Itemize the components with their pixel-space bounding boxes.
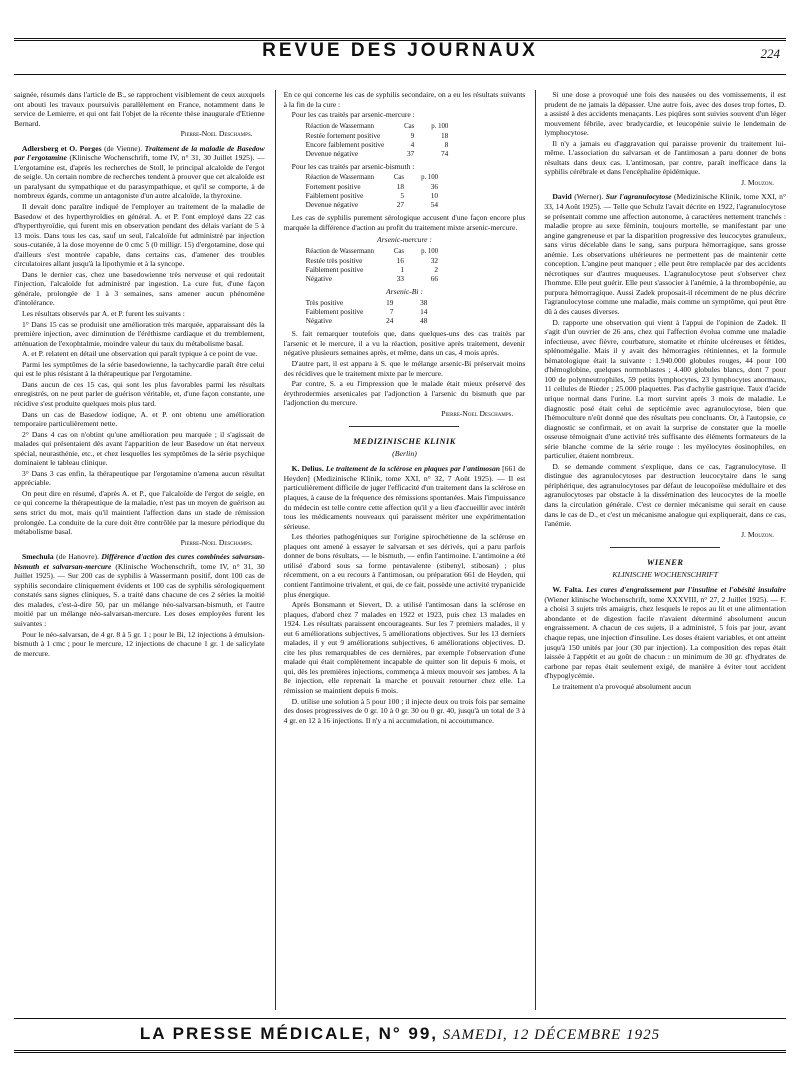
- paragraph: Les cas de syphilis purement sérologique accusent d'une façon encore plus marquée la différence d'action au profit du traitement mixte arsenic-mercure.: [283, 213, 526, 232]
- results-table-sero-arsenic-bi: [302, 298, 432, 325]
- table-cell: 5: [400, 191, 405, 201]
- paragraph: Dans un cas de Basedow iodique, A. et P. ont obtenu une amélioration temporaire particulièrement nette.: [14, 409, 265, 429]
- table-cell: Négative: [305, 273, 332, 283]
- table-cell: 19: [386, 298, 394, 308]
- section-subheading: KLINISCHE WOCHENSCHRIFT: [612, 569, 718, 579]
- table-header-cell: p. 100: [421, 174, 439, 182]
- footer-double-rule: [14, 1050, 786, 1053]
- table-cell: 8: [444, 139, 449, 149]
- section-divider: [610, 547, 720, 548]
- article-smechula: [14, 552, 265, 628]
- table-header-cell: p. 100: [431, 122, 449, 130]
- author: Smechula: [22, 552, 54, 562]
- header-rule: [14, 74, 786, 75]
- table-cell: Faiblement positive: [305, 307, 364, 317]
- paragraph: Après Bonsmann et Sievert, D. a utilisé l'antimosan dans la sclérose en plaques, d'abord chez 7 malades en 1922 et 1923, puis chez 13 malades en 1924. Les résultats paraissent encourageants. Sur les 7 premiers malades, il y eut 6 améliorations subjectives, 5 améliorations objectives. Sur les 13 derniers malades, il y eut 9 améliorations subjectives, 6 améliorations objectives. D. cite les plus remarquables de ces dernières, par exemple l'observation d'une malade qui était complètement incapable de quitter son lit depuis 6 mois, et qui, dès les premières injections, commença à mieux mouvoir ses jambes. A la 8e injection, elle reprenait la marche et pouvait retourner chez elle. La rémission se maintient depuis 6 mois.: [283, 600, 526, 695]
- table-header-cell: Réaction de Wassermann: [305, 247, 375, 255]
- table-cell: 32: [430, 255, 439, 265]
- table-cell: 48: [420, 316, 428, 326]
- table-caption: Arsenic-Bi :: [386, 286, 423, 296]
- paragraph: Les résultats observés par A. et P. furent les suivants :: [22, 309, 185, 319]
- article-columns: [14, 90, 786, 1010]
- table-cell: Devenue négative: [305, 148, 359, 158]
- paragraph: Par contre, S. a eu l'impression que le malade était mieux préservé des érythrodermies arsenicales par l'adjonction à l'arsenic du bismuth que par l'adjonction du mercure.: [283, 379, 526, 408]
- table-cell: 27: [396, 200, 405, 210]
- table-header-cell: Réaction de Wassermann: [305, 174, 375, 182]
- paragraph: Dans le dernier cas, chez une basedowienne très nerveuse et qui redoutait l'injection, l'alcaloïde fut administré par ingestion. La cure fut, d'une façon générale, prolongée de 1 à 3 semaines, sans amener aucun phénomène d'intolérance.: [14, 269, 265, 308]
- paragraph: D. rapporte une observation qui vient à l'appui de l'opinion de Zadek. Il s'agit d'un ouvrier de 26 ans, chez qui l'affection évolua comme une maladie infectieuse, avec fièvre, courbature, stomatite et rhinite ulcéreuses et fétides, splénomégalie. Mais il y avait des hémorragies rétiniennes, et la formule hématologique était la suivante : 1.940.000 globules rouges, 44 pour 100 d'hémoglobine, quelques normoblastes ; 4.400 globules blancs, dont 7 pour 100 de polynneutrophiles, 59 petits lymphocytes, 23 lymphocytes anormaux, 11 cellules de Rieder ; 25.000 plaquettes. Pas d'achylie gastrique. Taux d'acide urique normal dans l'urine. La mort survint après 3 mois de maladie. Le diagnostic posé était celui de septicémie avec agranulocytose, bien que l'hémoculture n'eût donné que des résultats peu concluants. Or, à l'autopsie, ce diagnostic se confirmait, et on avait la surprise de constater que la moelle osseuse témoignait d'une activité très suffisante des éléments formateurs de la série blanche comme de la série rouge : les myélocytes éosinophiles, en particulier, étaient nombreux.: [544, 317, 786, 461]
- article-title: Traitement de la maladie de Basedow par l'ergotamine: [14, 143, 265, 163]
- author-place: (de Vienne).: [101, 143, 145, 153]
- table-cell: 38: [420, 298, 428, 308]
- paragraph: D. utilise une solution à 5 pour 100 ; il injecte deux ou trois fois par semaine des doses progressives de 0 gr. 10 à 0 gr. 30 ou 0 gr. 40, jusqu'à un total de 3 à 4 gr. en 12 à 16 injections. Il n'y a ni accumulation, ni accoutumance.: [283, 696, 526, 725]
- article-body: [661 de Heyden] (Medizinische Klinik, tome XXI, n° 32, 7 Août 1925). — Il est particulièrement difficile de juger l'efficacité d'un traitement dans la sclérose en plaques, à cause de la fréquence des rémissions spontanées. Mais l'impuissance du médecin est telle contre cette affection qu'il y a lieu d'accueillir avec intérêt tous les médicaments nouveaux qui paraissent mériter une expérimentation sérieuse.: [283, 464, 526, 531]
- table-cell: 37: [406, 148, 415, 158]
- article-title: Différence d'action des cures combinées salvarsan-bismuth et salvarsan-mercure: [14, 552, 265, 571]
- author: W. Falta.: [552, 585, 584, 595]
- paragraph: D. se demande comment s'explique, dans ce cas, l'agranulocytose. Il distingue des agranulocytoses par destruction leucocytaire dans le sang périphérique, des agranulocytoses par défaut de leucopoïèse médullaire et des agranulocytoses par obstacle à la dissémination des leucocytes de la moelle dans la circulation générale. C'est ce dernier mécanisme qui serait en cause dans le cas de D., et c'est un mécanisme analogue qui expliquerait, dans ce cas, l'anémie.: [544, 461, 786, 529]
- article-david: [544, 192, 786, 316]
- table-header-cell: Cas: [393, 174, 405, 182]
- table-cell: 33: [396, 273, 405, 283]
- signature: J. Mouzon.: [741, 177, 774, 187]
- article-body: (Wiener klinische Wochenschrift, tome XXXVIII, n° 27, 2 Juillet 1925). — F. a choisi 3 sujets très amaigris, chez lesquels le repos au lit et une alimentation abondante et de digestion facile n'avaient déterminé absolument aucun engraissement. A chacun de ces sujets, il a administré, 5 fois par jour, avant chaque repas, une injection d'insuline. Les doses étaient variables, et ont atteint jusqu'à 150 unités par jour (30 par injection). La composition des repas était laissée à l'appétit et au goût de chacun : un minimum de 30 gr. d'hydrates de carbone par repas était seulement exigé, de manière à éviter tout accident d'hypoglycémie.: [544, 594, 786, 681]
- author: K. Delius.: [291, 464, 324, 474]
- author-place: (de Hanovre).: [53, 552, 102, 562]
- table-cell: Fortement positive: [305, 182, 361, 192]
- footer-date: SAMEDI, 12 DÉCEMBRE 1925: [442, 1027, 661, 1043]
- signature: J. Mouzon.: [741, 529, 774, 539]
- paragraph: D'autre part, il est apparu à S. que le mélange arsenic-Bi préservait moins des récidives que le traitement mixte par le mercure.: [283, 359, 526, 378]
- table-header-cell: p. 100: [421, 247, 439, 255]
- table-cell: 18: [440, 130, 449, 140]
- table-cell: Négative: [305, 316, 332, 326]
- table-cell: 1: [400, 264, 405, 274]
- table-cell: Très positive: [305, 298, 344, 308]
- table-cell: 18: [396, 182, 405, 192]
- page-footer: [0, 1024, 800, 1044]
- table-cell: 74: [440, 148, 449, 158]
- paragraph: saignée, résumés dans l'article de B., se rapprochent visiblement de ceux auxquels ont abouti les travaux poursuivis parallèlement en France, notamment dans le service de Lemierre, et qui ont fait l'objet de la récente thèse inaugurale d'Etienne Bernard.: [14, 90, 265, 128]
- article-title: Le traitement de la sclérose en plaques par l'antimosan: [323, 464, 501, 474]
- page-number: 224: [760, 46, 780, 61]
- table-cell: Devenue négative: [305, 200, 359, 210]
- article-falta: [544, 585, 786, 680]
- paragraph: Pour le néo-salvarsan, de 4 gr. 8 à 5 gr. 1 ; pour le Bi, 12 injections à émulsion-bismuth à 1 cmc ; pour le mercure, 12 injections de chacune 1 gr. 1 de salicylate de mercure.: [14, 629, 265, 658]
- table-cell: 4: [410, 139, 415, 149]
- paragraph: On peut dire en résumé, d'après A. et P., que l'alcaloïde de l'ergot de seigle, en ce qui concerne la thérapeutique de la maladie, n'est pas un moyen de guérison au sens strict du mot, mais qu'il maintient l'affection dans un stade de rémission prolongée. La conduite de la cure doit être contrôlée par la mesure périodique du métabolisme basal.: [14, 488, 265, 537]
- table-caption: Arsenic-mercure :: [377, 235, 432, 245]
- paragraph: S. fait remarquer toutefois que, dans quelques-uns des cas traités par l'arsenic et le mercure, il a vu la réaction, positive après traitement, devenir négative plusieurs semaines après, et même, dans un cas, 4 mois après.: [283, 329, 526, 358]
- table-cell: 10: [430, 191, 439, 201]
- author-place: (Werner).: [571, 192, 606, 202]
- table-cell: 14: [420, 307, 428, 317]
- article-body: (Klinische Wochenschrift, tome IV, n° 31, 30 Juillet 1925). — Sur 200 cas de syphilis à Wassermann positif, dont 100 cas de syphilis secondaire cliniquement évidents et 100 cas de syphilis sérologiquement constatés sans signes cliniques, S. a traité dans chacune de ces 2 séries la moitié des malades, c'est-à-dire 50, par un mélange néo-salvarsan-bismuth, et l'autre moitié par un mélange néo-salvarsan-mercure. Les doses employées furent les suivantes :: [14, 561, 265, 628]
- paragraph: 2° Dans 4 cas on n'obtint qu'une amélioration peu marquée ; il s'agissait de malades qui présentaient dès avant l'apparition de leur Basedow un état nerveux spécial, neurasthénie, etc., et chez lesquelles les symptômes de la série psychique dominaient le tableau clinique.: [14, 429, 265, 468]
- results-table-arsenic-mercure: [302, 122, 453, 158]
- results-table-arsenic-bismuth: [302, 173, 442, 209]
- table-caption: Pour les cas traités par arsenic-mercure :: [291, 110, 415, 120]
- paragraph: En ce qui concerne les cas de syphilis secondaire, on a eu les résultats suivants à la fin de la cure :: [283, 90, 526, 109]
- column-1: [14, 90, 265, 1010]
- table-cell: 9: [410, 130, 415, 140]
- paragraph: 1° Dans 15 cas se produisit une amélioration très marquée, apparaissant dès la première injection, avec diminution de l'éréthisme cardiaque et du tremblement, atténuation de l'exophtalmie, moindre valeur du taux du métabolisme basal.: [14, 319, 265, 348]
- table-cell: Faiblement positive: [305, 264, 364, 274]
- table-header-cell: Réaction de Wassermann: [305, 122, 375, 130]
- paragraph: Si une dose a provoqué une fois des nausées ou des vomissements, il est prudent de ne jamais la dépasser. Une autre fois, avec des doses trop fortes, D. a assisté à des accidents menaçants. Les piqûres sont suivies souvent d'un léger mouvement fébrile, avec bradycardie, et leucopénie suivie le lendemain de lymphocytose.: [544, 90, 786, 138]
- signature: Pierre-Noel Deschamps.: [180, 129, 253, 139]
- paragraph: A. et P. relatent en détail une observation qui paraît typique à ce point de vue.: [22, 349, 258, 359]
- section-subheading: (Berlin): [392, 448, 417, 458]
- signature: Pierre-Noel Deschamps.: [441, 408, 514, 418]
- article-delius: [284, 464, 526, 531]
- journal-section-title: REVUE DES JOURNAUX: [262, 40, 538, 61]
- article-title: Sur l'agranulocytose: [605, 192, 672, 202]
- table-header-cell: Cas: [393, 247, 405, 255]
- table-cell: Restée fortement positive: [305, 130, 381, 140]
- article-adlersberg: [14, 144, 265, 201]
- paragraph: Il devait donc paraître indiqué de l'employer au traitement de la maladie de Basedow et des hyperthyroïdies en général. A. et P. l'ont employé dans 22 cas d'hyperthyroïdie, qui furent mis en observation pendant des délais variant de 5 à 13 mois. Dans tous les cas, sauf un seul, l'alcaloïde fut administré par injection sous-cutanée, à la dose moyenne de 0 cmc 5 (0 milligr. 15) d'ergotamine, dose qui d'ailleurs s'est montrée capable, dans certains cas, d'amener des troubles circulatoires allant jusqu'à la lipothymie et à la syncope.: [14, 202, 265, 269]
- table-cell: 36: [430, 182, 439, 192]
- paragraph: Le traitement n'a provoqué absolument aucun: [552, 681, 691, 691]
- paragraph: 3° Dans 3 cas enfin, la thérapeutique par l'ergotamine n'amena aucun résultat appréciable.: [14, 468, 265, 488]
- column-2: [275, 90, 526, 1010]
- paragraph: Parmi les symptômes de la série basedowienne, la tachycardie paraît être celui qui est le plus résistant à la thérapeutique par l'ergotamine.: [14, 359, 265, 379]
- paragraph: Dans aucun de ces 15 cas, qui sont les plus favorables parmi les résultats enregistrés, on ne peut parler de guérison véritable, et, d'une façon constante, une récidive s'est produite quelques mois plus tard.: [14, 379, 265, 408]
- table-cell: Encore faiblement positive: [305, 139, 385, 149]
- table-cell: 24: [386, 316, 394, 326]
- footer-journal: LA PRESSE MÉDICALE, N° 99,: [139, 1024, 439, 1043]
- column-3: [535, 90, 786, 1010]
- signature: Pierre-Noel Deschamps.: [180, 537, 253, 547]
- paragraph: Il n'y a jamais eu d'aggravation qui paraisse provenir du traitement lui-même. L'association du salvarsan et de l'antimosan a paru donner de bons résultats dans deux cas. L'antimosan, par contre, paraît inefficace dans la syphilis cérébrale et dans l'encéphalite épidémique.: [544, 138, 786, 177]
- table-cell: Restée très positive: [305, 255, 363, 265]
- table-header-cell: Cas: [404, 122, 415, 130]
- paragraph: Les théories pathogéniques sur l'origine spirochétienne de la sclérose en plaques ont amené à essayer le salvarsan et ses dérivés, qui a paru parfois donner de bons résultats, — le bismuth, — enfin l'antimoine. L'antimoine a été utilisé d'abord sous sa forme pentavalente (stibenyl, stibosan) ; plus récemment, on a eu recours à l'antimosan, ou préparation 661 de Heyden, qui contient l'antimoine trivalent, et qui, de ce fait, possède une activité trypanicide plus énergique.: [283, 532, 526, 599]
- article-body: (Klinische Wochenschrift, tome IV, n° 31, 30 Juillet 1925). — L'ergotamine est, d'après les recherches de Stoll, le principal alcaloïde de l'ergot de seigle. Un certain nombre de recherches tendent à prouver que cet alcaloïde est un paralysant du sympathique et du parasympathique, et qu'il se comporte, à de nombreux égards, comme un antagoniste d'un autre alcaloïde, la thyroxine.: [14, 153, 265, 201]
- section-heading: MEDIZINISCHE KLINIK: [353, 437, 456, 447]
- table-cell: 7: [389, 307, 394, 317]
- article-title: Les cures d'engraissement par l'insuline et l'obésité insulaire: [583, 585, 786, 595]
- article-body: (Medizinische Klinik, tome XXI, n° 33, 14 Août 1925). — Telle que Schulz l'avait décrite en 1922, l'agranulocytose se présentait comme une affection autonome, à caractères nettement tranchés : maladie propre au sexe féminin, toujours mortelle, se manifestant par une angine gangreneuse et par la disparition progressive des leucocytes granuleux, sans virus décelable dans le sang, sans purpura hémorragique, sans grosse anémie. Les observations ultérieures ne permettent pas de maintenir cette conception. L'angine peut manquer ; elle peut être remplacée par des accidents nécrotiques sur d'autres muqueuses. L'agranulocytose peut s'observer chez l'homme. Elle peut guérir. Elle peut s'associer à l'anémie, à la thrombopénie, au purpura hémorragique. Aussi Zadek proposait-il récemment de ne plus décrire l'agranulocytose comme une maladie, mais comme un symptôme, qui peut être dû à des causes diverses.: [544, 192, 786, 317]
- section-heading: WIENER: [646, 558, 684, 568]
- author: David: [552, 192, 572, 202]
- footer-rule: [14, 1018, 786, 1019]
- table-cell: Faiblement positive: [305, 191, 364, 201]
- author: Adlersberg et O. Porges: [22, 143, 102, 153]
- section-divider: [349, 426, 459, 427]
- results-table-sero-arsenic-mercure: [302, 247, 442, 283]
- table-cell: 2: [434, 264, 439, 274]
- table-cell: 54: [430, 200, 439, 210]
- table-caption: Pour les cas traités par arsenic-bismuth :: [291, 161, 415, 171]
- table-cell: 16: [396, 255, 405, 265]
- table-cell: 66: [430, 273, 439, 283]
